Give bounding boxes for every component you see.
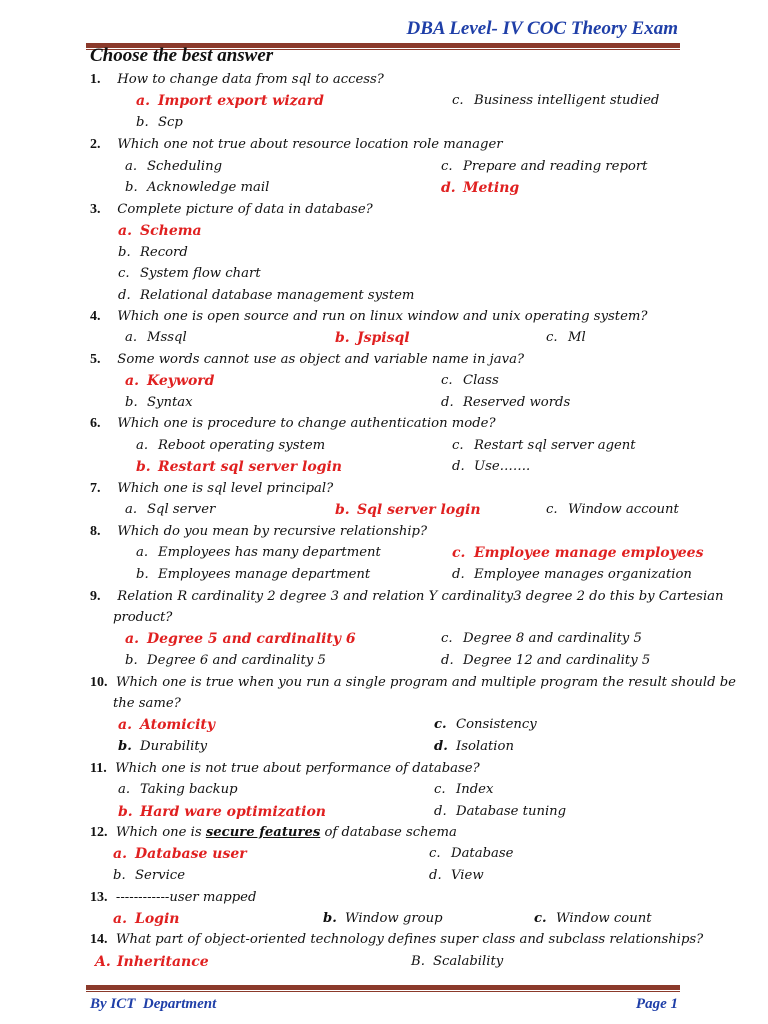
- question-10-cont: the same?: [113, 696, 181, 711]
- question-9: 9. Relation R cardinality 2 degree 3 and relation Y cardinality3 degree 2 do this by Cartesian: [90, 589, 724, 604]
- underlined-phrase: secure features: [205, 825, 321, 840]
- option-2a: a. Scheduling: [125, 159, 223, 174]
- option-3c: c. System flow chart: [118, 266, 261, 281]
- question-13: 13. ------------user mapped: [90, 890, 257, 905]
- option-3a: a. Schema: [118, 223, 202, 239]
- option-9d: d. Degree 12 and cardinality 5: [441, 653, 651, 668]
- option-6b: b. Restart sql server login: [136, 459, 342, 475]
- option-5d: d. Reserved words: [441, 395, 571, 410]
- question-9-cont: product?: [113, 610, 173, 625]
- question-8: 8. Which do you mean by recursive relationship?: [90, 524, 428, 539]
- option-4b: b. Jspisql: [335, 330, 410, 346]
- option-5a: a. Keyword: [125, 373, 215, 389]
- option-9b: b. Degree 6 and cardinality 5: [125, 653, 326, 668]
- option-7b: b. Sql server login: [335, 502, 481, 518]
- exam-title: DBA Level- IV COC Theory Exam: [406, 18, 678, 39]
- option-4c: c. Ml: [546, 330, 586, 345]
- option-13a: a. Login: [113, 911, 180, 927]
- question-3: 3. Complete picture of data in database?: [90, 202, 373, 217]
- option-6a: a. Reboot operating system: [136, 438, 326, 453]
- option-12b: b. Service: [113, 868, 186, 883]
- option-13c: c. Window count: [534, 911, 652, 926]
- option-14a: A. Inheritance: [95, 954, 209, 970]
- option-8b: b. Employees manage department: [136, 567, 371, 582]
- option-7c: c. Window account: [546, 502, 679, 517]
- option-12a: a. Database user: [113, 846, 247, 862]
- option-14b: B. Scalability: [411, 954, 504, 969]
- question-14: 14. What part of object-oriented technology defines super class and subclass relationships?: [90, 932, 704, 947]
- footer-department: By ICT Department: [90, 996, 217, 1012]
- page-number: Page 1: [635, 996, 678, 1012]
- option-9c: c. Degree 8 and cardinality 5: [441, 631, 642, 646]
- option-13b: b. Window group: [323, 911, 443, 926]
- question-7: 7. Which one is sql level principal?: [90, 481, 334, 496]
- option-3d: d. Relational database management system: [118, 288, 415, 303]
- option-8d: d. Employee manages organization: [452, 567, 692, 582]
- option-5c: c. Class: [441, 373, 499, 388]
- question-5: 5. Some words cannot use as object and variable name in java?: [90, 352, 525, 367]
- option-1b: b. Scp: [136, 115, 183, 130]
- option-8c: c. Employee manage employees: [452, 545, 704, 561]
- footer-rule-thin: [86, 991, 680, 992]
- question-4: 4. Which one is open source and run on linux window and unix operating system?: [90, 309, 648, 324]
- question-10: 10. Which one is true when you run a single program and multiple program the result should be: [90, 675, 736, 690]
- option-6c: c. Restart sql server agent: [452, 438, 636, 453]
- option-10c: c. Consistency: [434, 717, 537, 732]
- option-4a: a. Mssql: [125, 330, 187, 345]
- option-10a: a. Atomicity: [118, 717, 215, 733]
- option-3b: b. Record: [118, 245, 188, 260]
- question-12: 12. Which one is secure features of database schema: [90, 825, 457, 840]
- option-10b: b. Durability: [118, 739, 208, 754]
- option-2b: b. Acknowledge mail: [125, 180, 270, 195]
- option-9a: a. Degree 5 and cardinality 6: [125, 631, 356, 647]
- question-6: 6. Which one is procedure to change authentication mode?: [90, 416, 496, 431]
- option-6d: d. Use…….: [452, 459, 531, 474]
- option-10d: d. Isolation: [434, 739, 514, 754]
- option-11c: c. Index: [434, 782, 494, 797]
- option-2d: d. Meting: [441, 180, 520, 196]
- option-11d: d. Database tuning: [434, 804, 567, 819]
- option-12d: d. View: [429, 868, 484, 883]
- option-2c: c. Prepare and reading report: [441, 159, 648, 174]
- footer-rule: [86, 985, 680, 990]
- option-7a: a. Sql server: [125, 502, 216, 517]
- question-2: 2. Which one not true about resource location role manager: [90, 137, 503, 152]
- option-12c: c. Database: [429, 846, 514, 861]
- option-11b: b. Hard ware optimization: [118, 804, 326, 820]
- option-11a: a. Taking backup: [118, 782, 238, 797]
- section-heading: Choose the best answer: [90, 45, 274, 66]
- option-8a: a. Employees has many department: [136, 545, 381, 560]
- question-11: 11. Which one is not true about performance of database?: [90, 761, 480, 776]
- option-1a: a. Import export wizard: [136, 93, 324, 109]
- question-1: 1. How to change data from sql to access?: [90, 72, 384, 87]
- option-1c: c. Business intelligent studied: [452, 93, 660, 108]
- option-5b: b. Syntax: [125, 395, 193, 410]
